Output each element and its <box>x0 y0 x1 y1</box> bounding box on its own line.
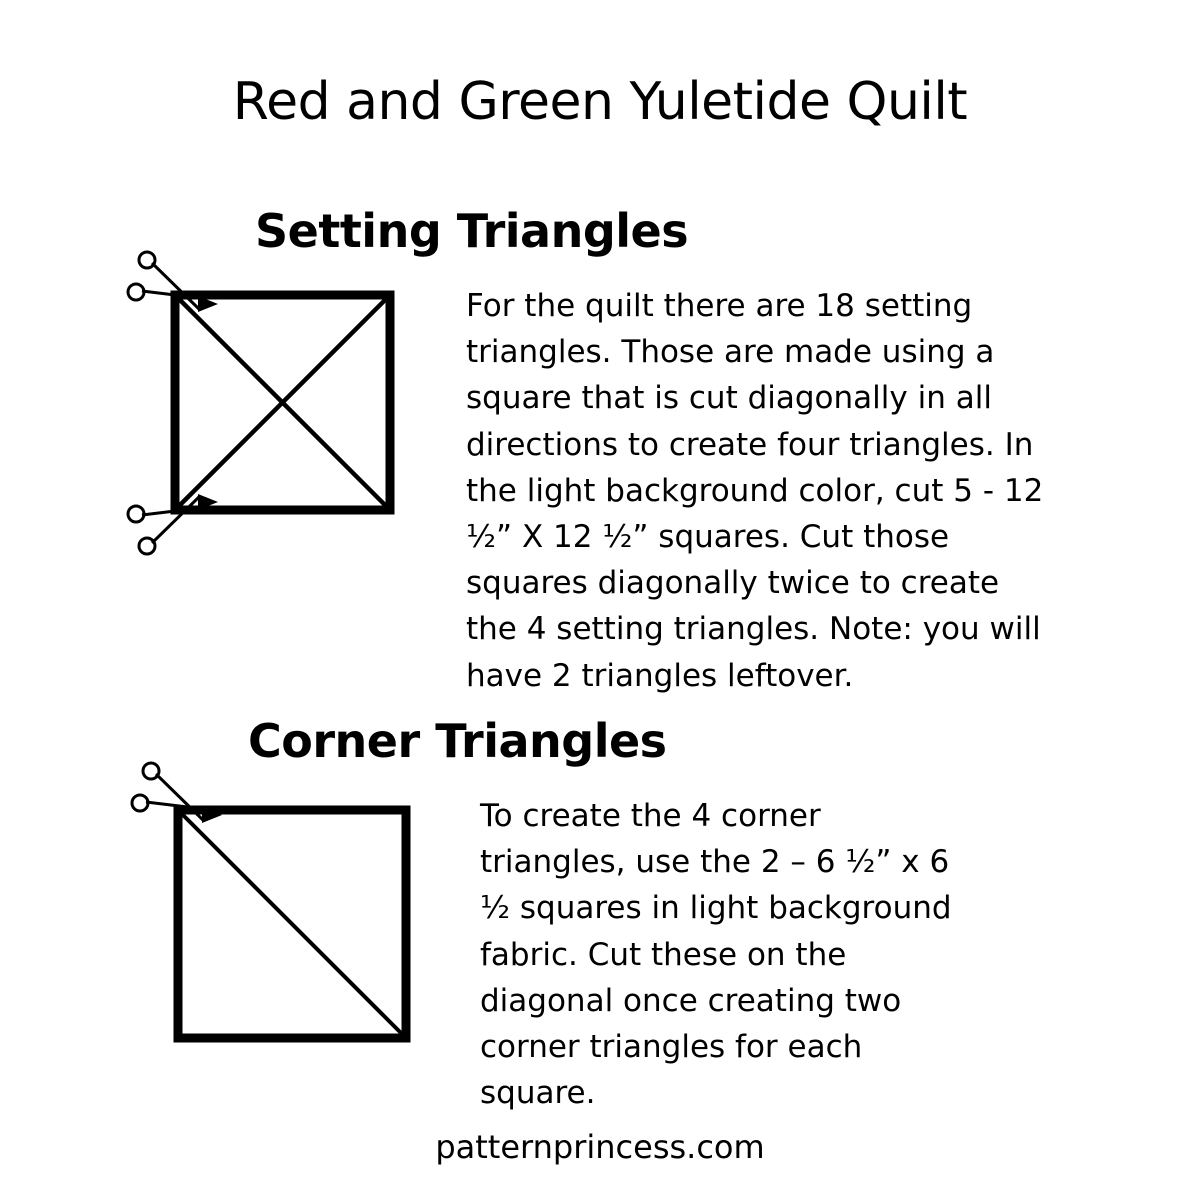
section-heading-setting-triangles: Setting Triangles <box>255 204 689 259</box>
setting-triangles-instructions: For the quilt there are 18 setting triangles. Those are made using a square that is cut diagonally in all directions to create four triangles. In the light background color, cut 5 - 12 ½” X 12 ½” squares. Cut those squares diagonally twice to create the 4 setting triangles. Note: you will have 2 triangles leftover. <box>466 288 1044 694</box>
diagonal-line-1 <box>182 814 402 1034</box>
square-cut-twice-diagonal-diagram <box>120 250 420 560</box>
square-cut-once-diagonal-diagram <box>120 758 420 1058</box>
section-heading-corner-triangles: Corner Triangles <box>248 714 667 769</box>
corner-triangles-instructions: To create the 4 corner triangles, use the 2 – 6 ½” x 6 ½ squares in light background fabric. Cut these on the diagonal once creating two corner triangles for each square. <box>480 798 952 1112</box>
setting-triangle-figure-svg <box>120 250 420 560</box>
page-title: Red and Green Yuletide Quilt <box>232 71 968 132</box>
site-footer: patternprincess.com <box>435 1128 765 1166</box>
corner-triangle-figure-svg <box>120 758 420 1058</box>
